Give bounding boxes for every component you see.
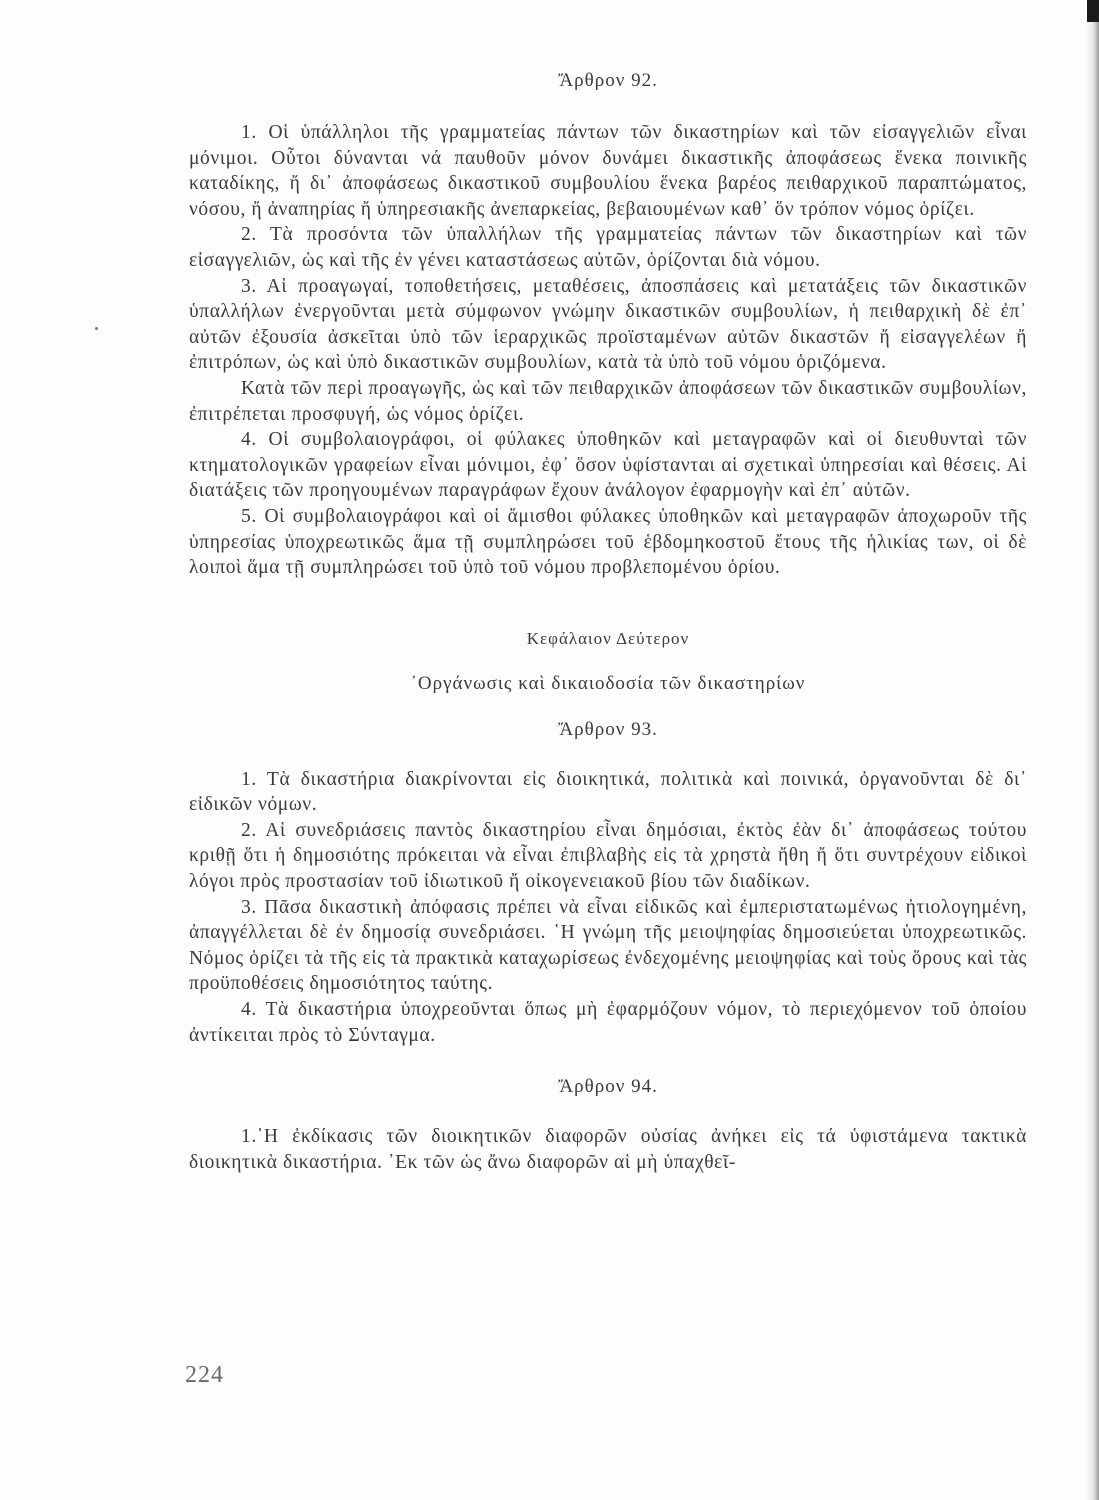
scan-corner-mark	[1087, 0, 1099, 22]
article-93-title: Ἄρθρον 93.	[558, 718, 658, 740]
scan-speck	[95, 327, 98, 330]
article-92-paragraph-2: 2. Τὰ προσόντα τῶν ὑπαλλήλων τῆς γραμματείας πάντων τῶν δικαστηρίων καὶ τῶν εἰσαγγελιῶν, ὡς καὶ τῆς ἐν γένει καταστάσεως αὐτῶν, ὁρίζονται διὰ νόμου.	[189, 224, 1027, 271]
article-92-paragraph-4: 4. Οἱ συμβολαιογράφοι, οἱ φύλακες ὑποθηκῶν καὶ μεταγραφῶν καὶ οἱ διευθυνταὶ τῶν κτηματολογικῶν γραφείων εἶναι μόνιμοι, ἐφ᾿ ὅσον ὑφίστανται αἱ σχετικαὶ ὑπηρεσίαι καὶ θέσεις. Αἱ διατάξεις τῶν προηγουμένων παραγράφων ἔχουν ἀνάλογον ἐφαρμογὴν καὶ ἐπ᾿ αὐτῶν.	[189, 429, 1027, 502]
article-93-paragraph-2: 2. Αἱ συνεδριάσεις παντὸς δικαστηρίου εἶναι δημόσιαι, ἐκτὸς ἐὰν δι᾿ ἀποφάσεως τούτου κριθῇ ὅτι ἡ δημοσιότης πρόκειται νὰ εἶναι ἐπιβλαβὴς εἰς τὰ χρηστὰ ἤθη ἤ ὅτι συντρέχουν εἰδικοὶ λόγοι πρὸς προστασίαν τοῦ ἰδιωτικοῦ ἤ οἰκογενειακοῦ βίου τῶν διαδίκων.	[189, 819, 1027, 893]
page-edge-shadow	[1085, 0, 1099, 1500]
article-93-paragraph-1: 1. Τὰ δικαστήρια διακρίνονται εἰς διοικητικά, πολιτικὰ καὶ ποινικά, ὀργανοῦνται δὲ δι᾿ εἰδικῶν νόμων.	[189, 768, 1027, 816]
article-92-paragraph-1: 1. Οἱ ὑπάλληλοι τῆς γραμματείας πάντων τῶν δικαστηρίων καὶ τῶν εἰσαγγελιῶν εἶναι μόνιμοι. Οὗτοι δύνανται νά παυθοῦν μόνον δυνάμει δικαστικῆς ἀποφάσεως ἕνεκα ποινικῆς καταδίκης, ἤ δι᾿ ἀποφάσεως δικαστικοῦ συμβουλίου ἕνεκα βαρέος πειθαρχικοῦ παραπτώματος, νόσου, ἤ ἀναπηρίας ἤ ὑπηρεσιακῆς ἀνεπαρκείας, βεβαιουμένων καθ᾿ ὅν τρόπον νόμος ὁρίζει.	[189, 122, 1027, 220]
text-column	[189, 66, 1027, 1175]
article-94-title: Ἄρθρον 94.	[558, 1076, 658, 1098]
article-92-paragraph-5: 5. Οἱ συμβολαιογράφοι καὶ οἱ ἄμισθοι φύλακες ὑποθηκῶν καὶ μεταγραφῶν ἀποχωροῦν τῆς ὑπηρεσίας ὑποχρεωτικῶς ἅμα τῇ συμπληρώσει τοῦ ἑβδομηκοστοῦ ἔτους τῆς ἡλικίας των, οἱ δὲ λοιποὶ ἅμα τῇ συμπληρώσει τοῦ ὑπὸ τοῦ νόμου προβλεπομένου ὁρίου.	[189, 505, 1027, 579]
article-94-paragraph-1: 1.῾Η ἐκδίκασις τῶν διοικητικῶν διαφορῶν οὐσίας ἀνήκει εἰς τά ὑφιστάμενα τακτικὰ διοικητικὰ δικαστήρια. ᾿Εκ τῶν ὡς ἄνω διαφορῶν αἱ μὴ ὑπαχθεῖ-	[189, 1126, 1027, 1173]
article-92-paragraph-3b: Κατὰ τῶν περὶ προαγωγῆς, ὡς καὶ τῶν πειθαρχικῶν ἀποφάσεων τῶν δικαστικῶν συμβουλίων, ἐπιτρέπεται προσφυγή, ὡς νόμος ὁρίζει.	[189, 377, 1027, 425]
article-93-paragraph-3: 3. Πᾶσα δικαστικὴ ἀπόφασις πρέπει νὰ εἶναι εἰδικῶς καὶ ἐμπεριστατωμένως ἠτιολογημένη, ἀπαγγέλλεται δὲ ἐν δημοσίᾳ συνεδριάσει. ῾Η γνώμη τῆς μειοψηφίας δημοσιεύεται ὑποχρεωτικῶς. Νόμος ὁρίζει τὰ τῆς εἰς τὰ πρακτικὰ καταχωρίσεως ἐνδεχομένης μειοψηφίας καὶ τοὺς ὅρους καὶ τὰς προϋποθέσεις δημοσιότητος ταύτης.	[189, 896, 1027, 995]
article-93-paragraph-4: 4. Τὰ δικαστήρια ὑποχρεοῦνται ὅπως μὴ ἐφαρμόζουν νόμον, τὸ περιεχόμενον τοῦ ὁποίου ἀντίκειται πρὸς τὸ Σύνταγμα.	[189, 999, 1027, 1046]
page-number: 224	[185, 1362, 224, 1388]
article-92-paragraph-3: 3. Αἱ προαγωγαί, τοποθετήσεις, μεταθέσεις, ἀποσπάσεις καὶ μετατάξεις τῶν δικαστικῶν ὑπαλλήλων ἐνεργοῦνται μετὰ σύμφωνον γνώμην δικαστικῶν συμβουλίων, ἡ πειθαρχικὴ δὲ ἐπ᾿ αὐτῶν ἐξουσία ἀσκεῖται ὑπὸ τῶν ἱεραρχικῶς προϊσταμένων αὐτῶν δικαστῶν ἤ εἰσαγγελέων ἤ ἐπιτρόπων, ὡς καὶ ὑπὸ δικαστικῶν συμβουλίων, κατὰ τὰ ὑπὸ τοῦ νόμου ὁριζόμενα.	[189, 275, 1027, 374]
chapter-label: Κεφάλαιον Δεύτερον	[526, 628, 690, 648]
article-92-title: Ἄρθρον 92.	[558, 70, 658, 91]
chapter-title: ᾿Οργάνωσις καὶ δικαιοδοσία τῶν δικαστηρίων	[410, 672, 806, 694]
